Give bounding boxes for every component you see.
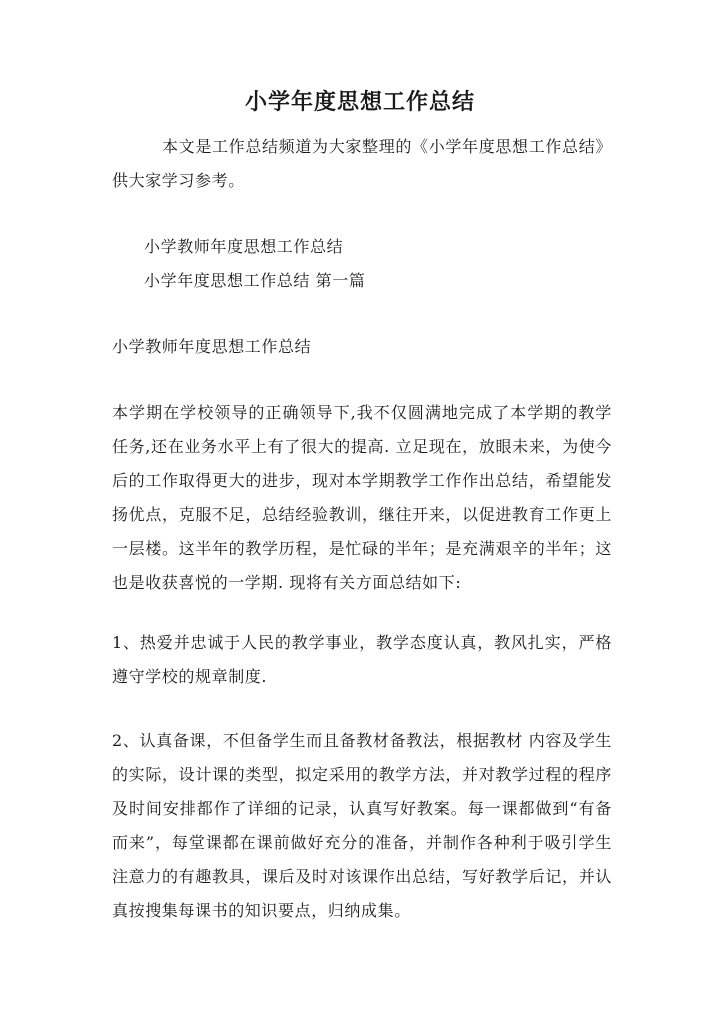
section-heading: 小学教师年度思想工作总结 [112, 337, 312, 356]
toc-item-first-article: 小学年度思想工作总结 第一篇 [144, 271, 366, 290]
page-title: 小学年度思想工作总结 [244, 89, 475, 115]
intro-paragraph: 本文是工作总结频道为大家整理的《小学年度思想工作总结》供大家学习参考。 [112, 137, 612, 190]
toc-item-teacher-summary: 小学教师年度思想工作总结 [144, 237, 344, 256]
body-paragraph-point-1: 1、热爱并忠诚于人民的教学事业，教学态度认真，教风扎实，严格遵守学校的规章制度. [112, 633, 612, 686]
body-paragraph-overview: 本学期在学校领导的正确领导下,我不仅圆满地完成了本学期的教学任务,还在业务水平上有了很大的提高. 立足现在，放眼未来，为使今后的工作取得更大的进步，现对本学期教学工作作出总结，希望能发扬优点，克服不足，总结经验教训，继往开来，以促进教育工作更上一层楼。这半年的教学历程，是忙碌的半年；是充满艰辛的半年；这也是收获喜悦的一学期. 现将有关方面总结如下: [112, 403, 612, 592]
body-paragraph-point-2: 2、认真备课，不但备学生而且备教材备教法，根据教材 内容及学生的实际，设计课的类型，拟定采用的教学方法，并对教学过程的程序及时间安排都作了详细的记录，认真写好教案。每一课都做到“有备而来”，每堂课都在课前做好充分的准备，并制作各种利于吸引学生注意力的有趣教具，课后及时对该课作出总结，写好教学后记，并认真按搜集每课书的知识要点，归纳成集。 [112, 731, 612, 920]
